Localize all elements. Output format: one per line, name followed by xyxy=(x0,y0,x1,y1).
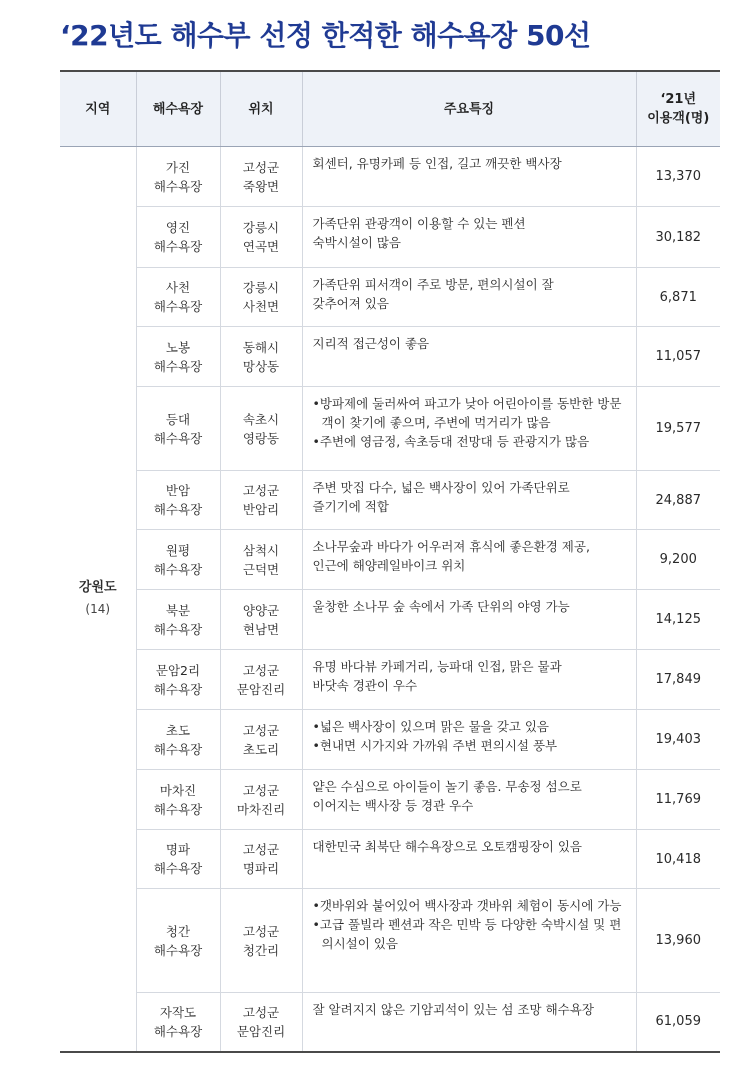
beach-suffix: 해수욕장 xyxy=(153,299,203,314)
location-cell xyxy=(220,471,302,530)
beach-name: 원평 xyxy=(165,542,191,558)
beach-suffix: 해수욕장 xyxy=(153,1023,203,1039)
header-features: 주요특징 xyxy=(302,71,636,147)
feature-line: 지리적 접근성이 좋음 xyxy=(312,336,430,351)
visitors-cell: 11,057 xyxy=(636,327,720,387)
beach-suffix: 해수욕장 xyxy=(153,942,203,958)
table-row xyxy=(60,147,720,207)
location-cell xyxy=(220,327,302,387)
location-cell xyxy=(220,889,302,993)
features-cell xyxy=(302,471,636,530)
location-cell xyxy=(220,207,302,268)
table-row xyxy=(60,268,720,327)
feature-bullet: •고급 풀빌라 펜션과 작은 민박 등 다양한 숙박시설 및 편의시설이 있음 xyxy=(312,917,622,951)
beach-name-cell xyxy=(136,327,220,387)
beach-name-cell xyxy=(136,387,220,471)
feature-line: 유명 바다뷰 카페거리, 능파대 인접, 맑은 물과 xyxy=(312,659,562,674)
header-visitors xyxy=(636,71,720,147)
beach-suffix: 해수욕장 xyxy=(153,358,203,374)
table-row xyxy=(60,770,720,830)
feature-line: 즐기기에 적합 xyxy=(312,499,389,514)
beach-name-cell xyxy=(136,830,220,889)
table-row xyxy=(60,710,720,770)
table-row xyxy=(60,387,720,471)
location-town: 근덕면 xyxy=(242,561,280,577)
table-row xyxy=(60,889,720,993)
location-cell xyxy=(220,770,302,830)
region-name: 강원도 xyxy=(78,580,117,596)
features-cell xyxy=(302,770,636,830)
beach-name: 반암 xyxy=(165,483,191,498)
beach-suffix: 해수욕장 xyxy=(153,741,203,757)
feature-line: 가족단위 관광객이 이용할 수 있는 펜션 xyxy=(312,216,526,231)
beach-name-cell xyxy=(136,147,220,207)
beach-name-cell xyxy=(136,268,220,327)
beach-suffix: 해수욕장 xyxy=(153,801,203,817)
feature-bullet: •주변에 영금정, 속초등대 전망대 등 관광지가 많음 xyxy=(312,434,590,449)
beach-suffix: 해수욕장 xyxy=(153,502,203,517)
beach-table xyxy=(60,70,720,1053)
visitors-cell: 19,577 xyxy=(636,387,720,471)
location-town: 망상동 xyxy=(242,358,280,374)
location-town: 현남면 xyxy=(242,621,280,637)
beach-name: 초도 xyxy=(165,722,191,738)
features-cell xyxy=(302,327,636,387)
location-cell xyxy=(220,387,302,471)
location-county: 속초시 xyxy=(242,411,280,427)
beach-name-cell xyxy=(136,590,220,650)
visitors-cell: 17,849 xyxy=(636,650,720,710)
visitors-cell: 10,418 xyxy=(636,830,720,889)
beach-name: 사천 xyxy=(165,280,191,295)
features-cell xyxy=(302,207,636,268)
region-cell xyxy=(60,147,136,1052)
location-county: 고성군 xyxy=(242,1004,280,1020)
location-county: 동해시 xyxy=(242,339,280,355)
feature-line: 소나무숲과 바다가 어우러져 휴식에 좋은환경 제공, xyxy=(312,539,590,554)
features-cell xyxy=(302,710,636,770)
location-cell xyxy=(220,590,302,650)
location-town: 마차진리 xyxy=(236,801,286,817)
table-row xyxy=(60,530,720,590)
location-cell xyxy=(220,710,302,770)
feature-bullet: •방파제에 둘러싸여 파고가 낮아 어린아이를 동반한 방문객이 찾기에 좋으며, 주변에 먹거리가 많음 xyxy=(312,396,622,430)
visitors-cell: 30,182 xyxy=(636,207,720,268)
beach-suffix: 해수욕장 xyxy=(153,621,203,637)
feature-line: 이어지는 백사장 등 경관 우수 xyxy=(312,798,474,813)
page-title: ‘22년도 해수부 선정 한적한 해수욕장 50선 xyxy=(60,19,591,52)
visitors-cell: 61,059 xyxy=(636,993,720,1052)
location-county: 고성군 xyxy=(242,483,280,498)
beach-name-cell xyxy=(136,530,220,590)
feature-line: 주변 맛집 다수, 넓은 백사장이 있어 가족단위로 xyxy=(312,480,570,495)
beach-name: 문암2리 xyxy=(155,662,201,678)
beach-name-cell xyxy=(136,993,220,1052)
beach-name: 자작도 xyxy=(159,1004,197,1020)
header-region: 지역 xyxy=(60,71,136,147)
location-town: 죽왕면 xyxy=(242,178,280,194)
feature-bullet: •넓은 백사장이 있으며 맑은 물을 갖고 있음 xyxy=(312,719,549,734)
features-cell xyxy=(302,650,636,710)
location-town: 반암리 xyxy=(242,502,280,517)
beach-suffix: 해수욕장 xyxy=(153,861,203,876)
location-county: 강릉시 xyxy=(242,220,280,235)
features-cell xyxy=(302,387,636,471)
beach-name-cell xyxy=(136,770,220,830)
feature-line: 회센터, 유명카페 등 인접, 길고 깨끗한 백사장 xyxy=(312,156,562,171)
features-cell xyxy=(302,147,636,207)
location-town: 사천면 xyxy=(242,299,280,314)
visitors-cell: 14,125 xyxy=(636,590,720,650)
feature-line: 갖추어져 있음 xyxy=(312,296,389,311)
beach-name: 영진 xyxy=(165,220,191,235)
features-cell xyxy=(302,889,636,993)
feature-line: 잘 알려지지 않은 기암괴석이 있는 섬 조망 해수욕장 xyxy=(312,1002,594,1017)
visitors-cell: 6,871 xyxy=(636,268,720,327)
beach-name-cell xyxy=(136,889,220,993)
location-cell xyxy=(220,147,302,207)
beach-suffix: 해수욕장 xyxy=(153,178,203,194)
header-visitors-year: ‘21년 xyxy=(660,92,697,107)
location-town: 연곡면 xyxy=(242,239,280,254)
location-county: 고성군 xyxy=(242,722,280,738)
location-town: 청간리 xyxy=(242,942,280,958)
beach-name-cell xyxy=(136,710,220,770)
features-cell xyxy=(302,830,636,889)
beach-name-cell xyxy=(136,650,220,710)
location-cell xyxy=(220,268,302,327)
table-row xyxy=(60,830,720,889)
table-header-row xyxy=(60,71,720,147)
feature-bullet: •갯바위와 붙어있어 백사장과 갯바위 체험이 동시에 가능 xyxy=(312,898,622,913)
location-town: 문암진리 xyxy=(236,1023,286,1039)
beach-name-cell xyxy=(136,207,220,268)
location-town: 영랑동 xyxy=(242,430,280,446)
location-county: 삼척시 xyxy=(242,542,280,558)
visitors-cell: 13,370 xyxy=(636,147,720,207)
location-county: 고성군 xyxy=(242,662,280,678)
features-cell xyxy=(302,590,636,650)
beach-name: 명파 xyxy=(165,842,191,857)
table-row xyxy=(60,590,720,650)
location-county: 고성군 xyxy=(242,782,280,798)
feature-line: 얕은 수심으로 아이들이 놀기 좋음. 무송정 섬으로 xyxy=(312,779,582,794)
beach-name-cell xyxy=(136,471,220,530)
table-row xyxy=(60,207,720,268)
visitors-cell: 9,200 xyxy=(636,530,720,590)
location-town: 명파리 xyxy=(242,861,280,876)
feature-line: 인근에 해양레일바이크 위치 xyxy=(312,558,466,573)
features-cell xyxy=(302,530,636,590)
feature-line: 울창한 소나무 숲 속에서 가족 단위의 야영 가능 xyxy=(312,599,570,614)
location-cell xyxy=(220,530,302,590)
table-row xyxy=(60,650,720,710)
beach-suffix: 해수욕장 xyxy=(153,681,203,697)
visitors-cell: 24,887 xyxy=(636,471,720,530)
beach-name: 가진 xyxy=(165,159,191,175)
visitors-cell: 19,403 xyxy=(636,710,720,770)
location-county: 고성군 xyxy=(242,159,280,175)
beach-suffix: 해수욕장 xyxy=(153,430,203,446)
location-town: 문암진리 xyxy=(236,681,286,697)
table-body xyxy=(60,147,720,1052)
location-cell xyxy=(220,650,302,710)
table-row xyxy=(60,471,720,530)
location-county: 고성군 xyxy=(242,842,280,857)
beach-suffix: 해수욕장 xyxy=(153,561,203,577)
table-row xyxy=(60,993,720,1052)
visitors-cell: 11,769 xyxy=(636,770,720,830)
beach-name: 마차진 xyxy=(159,782,197,798)
beach-suffix: 해수욕장 xyxy=(153,239,203,254)
region-count: (14) xyxy=(85,602,111,617)
location-county: 양양군 xyxy=(242,602,280,618)
beach-name: 북분 xyxy=(165,602,191,618)
features-cell xyxy=(302,268,636,327)
location-town: 초도리 xyxy=(242,741,280,757)
header-beach: 해수욕장 xyxy=(136,71,220,147)
feature-line: 대한민국 최북단 해수욕장으로 오토캠핑장이 있음 xyxy=(312,839,582,854)
feature-line: 가족단위 피서객이 주로 방문, 편의시설이 잘 xyxy=(312,277,554,292)
table-row xyxy=(60,327,720,387)
header-visitors-unit: 이용객(명) xyxy=(647,111,710,126)
location-county: 고성군 xyxy=(242,923,280,939)
feature-line: 숙박시설이 많음 xyxy=(312,235,401,250)
features-cell xyxy=(302,993,636,1052)
location-county: 강릉시 xyxy=(242,280,280,295)
beach-name: 노봉 xyxy=(165,339,191,355)
visitors-cell: 13,960 xyxy=(636,889,720,993)
beach-name: 청간 xyxy=(165,923,191,939)
feature-line: 바닷속 경관이 우수 xyxy=(312,678,418,693)
location-cell xyxy=(220,830,302,889)
header-location: 위치 xyxy=(220,71,302,147)
feature-bullet: •현내면 시가지와 가까워 주변 편의시설 풍부 xyxy=(312,738,558,753)
beach-name: 등대 xyxy=(165,411,191,427)
location-cell xyxy=(220,993,302,1052)
